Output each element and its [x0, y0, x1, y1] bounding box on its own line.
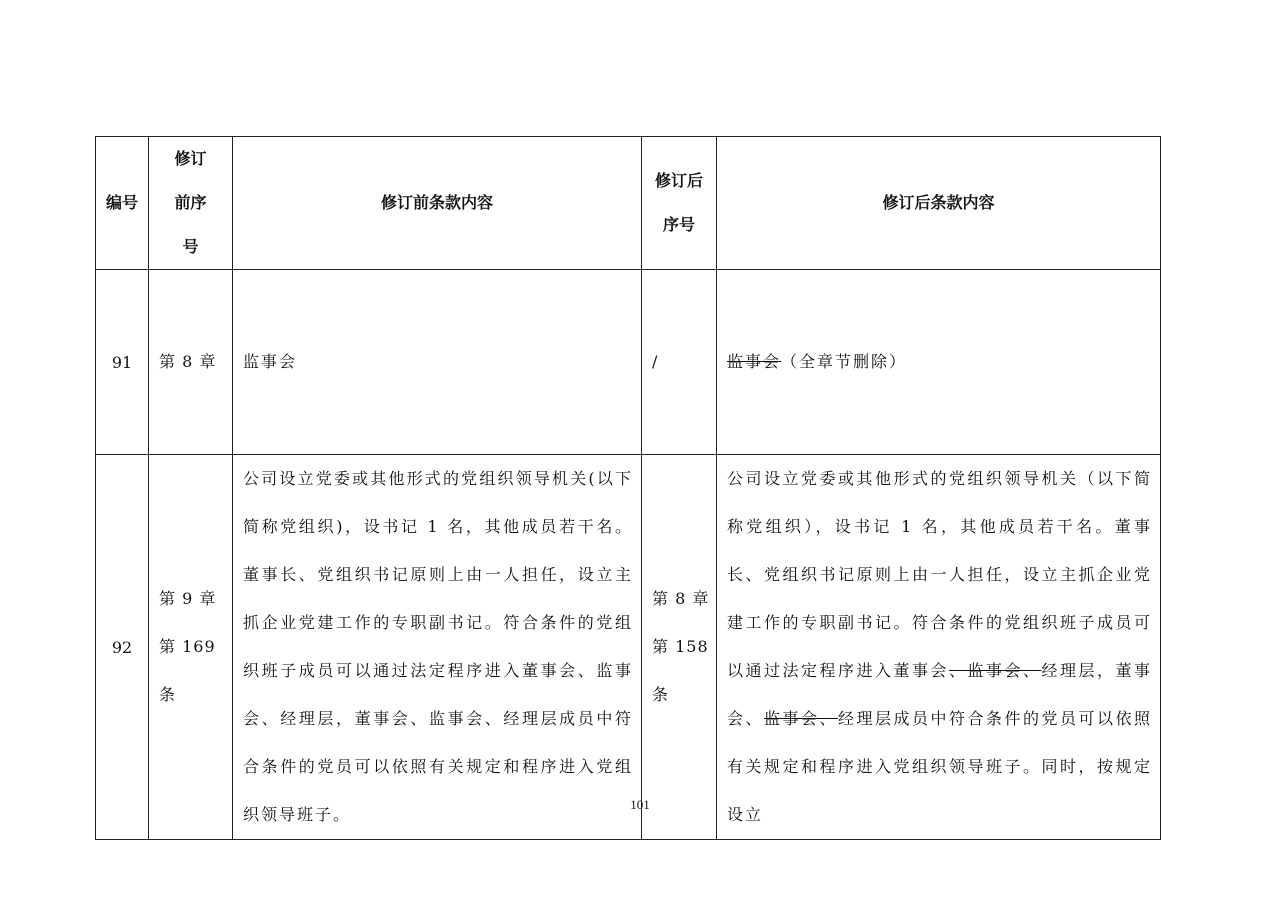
deleted-text: 监事会、	[764, 709, 838, 728]
before-content-cell: 监事会	[233, 270, 642, 455]
header-after-seq: 修订后序号	[642, 137, 717, 270]
table-header-row	[96, 137, 1161, 270]
before-seq-cell: 第 9 章第 169 条	[149, 455, 233, 840]
revision-table	[95, 136, 1161, 840]
before-seq-cell: 第 8 章	[149, 270, 233, 455]
header-after-content: 修订后条款内容	[717, 137, 1161, 270]
row-number: 91	[96, 270, 149, 455]
header-before-seq: 修订前序号	[149, 137, 233, 270]
row-number: 92	[96, 455, 149, 840]
after-content-text: （全章节删除）	[781, 352, 908, 371]
after-seq-cell: /	[642, 270, 717, 455]
deleted-text: 监事会	[727, 352, 782, 371]
page-number: 101	[630, 797, 650, 812]
after-content-cell	[717, 270, 1161, 455]
before-content-cell: 公司设立党委或其他形式的党组织领导机关(以下简称党组织)，设书记 1 名，其他成员若干名。董事长、党组织书记原则上由一人担任，设立主抓企业党建工作的专职副书记。符合条件的党组织班子成员可以通过法定程序进入董事会、监事会、经理层，董事会、监事会、经理层成员中符合条件的党员可以依照有关规定和程序进入党组织领导班子。	[233, 455, 642, 840]
after-seq-cell: 第 8 章第 158 条	[642, 455, 717, 840]
deleted-text: 、监事会、	[948, 661, 1042, 680]
after-content-text: 经理层，董事会、	[727, 661, 1152, 728]
table-row	[96, 455, 1161, 840]
header-before-content: 修订前条款内容	[233, 137, 642, 270]
after-content-text: 经理层成员中符合条件的党员可以依照有关规定和程序进入党组织领导班子。同时，按规定设立	[727, 709, 1152, 824]
table-row	[96, 270, 1161, 455]
after-content-cell	[717, 455, 1161, 840]
header-no: 编号	[96, 137, 149, 270]
after-content-text: 公司设立党委或其他形式的党组织领导机关（以下简称党组织），设书记 1 名，其他成员若干名。董事长、党组织书记原则上由一人担任，设立主抓企业党建工作的专职副书记。符合条件的党组织班子成员可以通过法定程序进入董事会	[727, 469, 1152, 680]
